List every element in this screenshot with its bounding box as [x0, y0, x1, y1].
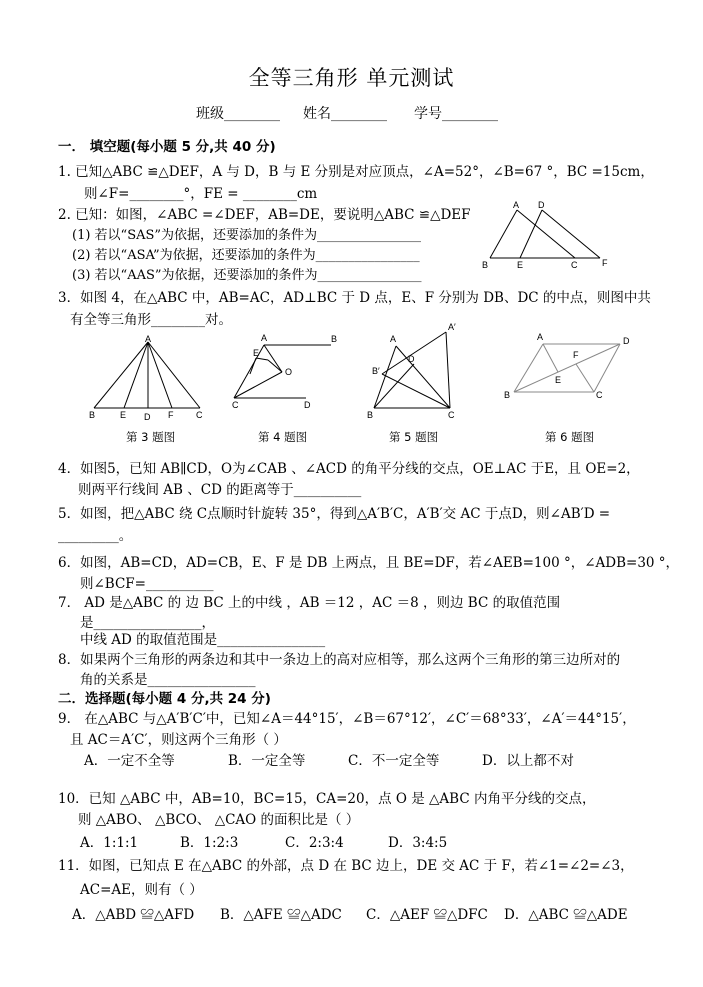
- fig5-label-a: A: [390, 334, 397, 344]
- question-10-option-c: C．2:3:4: [285, 835, 344, 851]
- label-a: A: [513, 200, 520, 210]
- question-9-option-b: B．一定全等: [228, 753, 306, 769]
- fig6-label-d: D: [623, 336, 630, 346]
- fig4-label-c: C: [232, 400, 239, 410]
- question-4-line-1: 4．如图5，已知 AB∥CD，O为∠CAB 、∠ACD 的角平分线的交点，OE⊥AC 于E，且 OE=2，: [58, 461, 640, 477]
- fig5-label-c: C: [448, 410, 455, 420]
- question-11-line-2: AC=AE，则有（ ）: [80, 882, 203, 898]
- question-8-line-2: 角的关系是________________: [80, 672, 256, 688]
- question-11-option-d: D．△ABC ≌△ADE: [504, 907, 628, 923]
- fig4-label-a: A: [261, 333, 268, 343]
- question-2-figure: [480, 198, 620, 272]
- question-9-option-a: A．一定不全等: [84, 753, 175, 769]
- fig5-label-b: B: [367, 410, 374, 420]
- page-title: 全等三角形 单元测试: [248, 66, 455, 90]
- fig3-label-f: F: [168, 410, 174, 420]
- question-9-option-c: C．不一定全等: [348, 753, 440, 769]
- fig6-label-b: B: [504, 390, 511, 400]
- question-7-line-3: 中线 AD 的取值范围是________________: [80, 632, 326, 648]
- question-9-line-1: 9． 在△ABC 与△A′B′C′中，已知∠A＝44°15′，∠B＝67°12′，∠C′＝68°33′，∠A′＝44°15′，: [58, 711, 636, 727]
- question-6-line-1: 6．如图，AB=CD，AD=CB，E、F 是 DB 上两点，且 BE=DF，若∠AEB=100 °，∠ADB=30 °，: [58, 555, 680, 571]
- fig5-label-a-prime: A′: [448, 322, 456, 332]
- label-d: D: [538, 200, 545, 210]
- question-2-text: 2. 已知：如图，∠ABC =∠DEF，AB=DE，要说明△ABC ≌△DEF: [58, 207, 471, 223]
- question-2-part-3: (3) 若以“AAS”为依据，还要添加的条件为________________: [72, 268, 422, 283]
- fig3-label-d: D: [144, 412, 151, 422]
- fig4-label-b: B: [331, 334, 338, 344]
- label-c: C: [571, 260, 578, 270]
- question-1-line-1: 1. 已知△ABC ≌△DEF，A 与 D，B 与 E 分别是对应顶点，∠A=52°，∠B=67 °，BC =15cm，: [58, 164, 654, 180]
- question-1-line-2: 则∠F=________°，FE = ________cm: [84, 186, 318, 202]
- question-11-option-b: B．△AFE ≌△ADC: [220, 907, 342, 923]
- question-9-line-2: 且 AC＝A′C′，则这两个三角形（ ）: [70, 732, 287, 748]
- question-5-line-2: _________。: [58, 528, 133, 544]
- figure-5: [364, 320, 466, 420]
- figure-6: [500, 326, 640, 406]
- figure-4-caption: 第 4 题图: [258, 430, 308, 444]
- fig4-label-e: E: [253, 348, 260, 358]
- figure-3-caption: 第 3 题图: [126, 430, 176, 444]
- fig3-label-e: E: [120, 410, 127, 420]
- question-10-option-d: D．3:4:5: [388, 835, 448, 851]
- fig5-label-d: D: [408, 354, 415, 364]
- question-2-part-2: (2) 若以“ASA”为依据，还要添加的条件为________________: [72, 248, 420, 263]
- label-b: B: [482, 260, 489, 270]
- question-10-line-2: 则 △ABO、 △BCO、 △CAO 的面积比是（ ）: [78, 812, 360, 828]
- question-10-option-b: B．1:2:3: [180, 835, 239, 851]
- question-5-line-1: 5．如图，把△ABC 绕 C点顺时针旋转 35°，得到△A′B′C，A′B′交 AC 于点D，则∠AB′D =: [58, 506, 611, 522]
- question-11-option-a: A．△ABD ≌△AFD: [72, 907, 195, 923]
- fig6-label-e: E: [555, 375, 562, 385]
- section-1-heading: 一． 填空题(每小题 5 分,共 40 分): [58, 139, 276, 155]
- figure-6-caption: 第 6 题图: [545, 430, 595, 444]
- student-id-field: 学号________: [414, 106, 498, 122]
- figure-4: [226, 332, 346, 412]
- question-2-part-1: (1) 若以“SAS”为依据，还要添加的条件为________________: [72, 228, 422, 243]
- section-2-heading: 二．选择题(每小题 4 分,共 24 分): [58, 691, 271, 707]
- question-9-option-d: D．以上都不对: [482, 753, 574, 769]
- label-f: F: [602, 258, 608, 268]
- question-8-line-1: 8．如果两个三角形的两条边和其中一条边上的高对应相等，那么这两个三角形的第三边所对的: [58, 652, 621, 668]
- figure-3: [86, 334, 214, 426]
- question-11-line-1: 11．如图，已知点 E 在△ABC 的外部，点 D 在 BC 边上，DE 交 AC 于 F，若∠1=∠2=∠3，: [58, 858, 634, 874]
- fig6-label-c: C: [596, 390, 603, 400]
- fig6-label-a: A: [537, 332, 544, 342]
- question-7-line-1: 7． AD 是△ABC 的 边 BC 上的中线 ，AB ＝12 ，AC ＝8 ，则边 BC 的取值范围: [58, 595, 561, 611]
- fig3-label-c: C: [196, 410, 203, 420]
- question-11-option-c: C．△AEF ≌△DFC: [366, 907, 488, 923]
- question-3-line-1: 3．如图 4，在△ABC 中，AB=AC，AD⊥BC 于 D 点，E、F 分别为 DB、DC 的中点，则图中共: [58, 290, 651, 306]
- name-field: 姓名________: [303, 106, 387, 122]
- label-e: E: [517, 260, 524, 270]
- question-10-option-a: A．1:1:1: [80, 835, 139, 851]
- fig5-label-b-prime: B′: [372, 366, 380, 376]
- question-3-line-2: 有全等三角形________对。: [70, 312, 232, 328]
- fig6-label-f: F: [573, 350, 579, 360]
- question-6-line-2: 则∠BCF=__________: [80, 576, 214, 592]
- question-7-line-2: 是________________，: [80, 615, 215, 631]
- question-4-line-2: 则两平行线间 AB 、CD 的距离等于__________: [78, 482, 362, 498]
- figure-5-caption: 第 5 题图: [389, 430, 439, 444]
- fig4-label-d: D: [304, 400, 311, 410]
- fig4-label-o: O: [285, 367, 293, 377]
- question-10-line-1: 10．已知 △ABC 中，AB=10，BC=15，CA=20，点 O 是 △ABC 内角平分线的交点，: [58, 791, 596, 807]
- class-field: 班级________: [196, 106, 280, 122]
- fig3-label-a: A: [145, 334, 152, 344]
- fig3-label-b: B: [89, 410, 96, 420]
